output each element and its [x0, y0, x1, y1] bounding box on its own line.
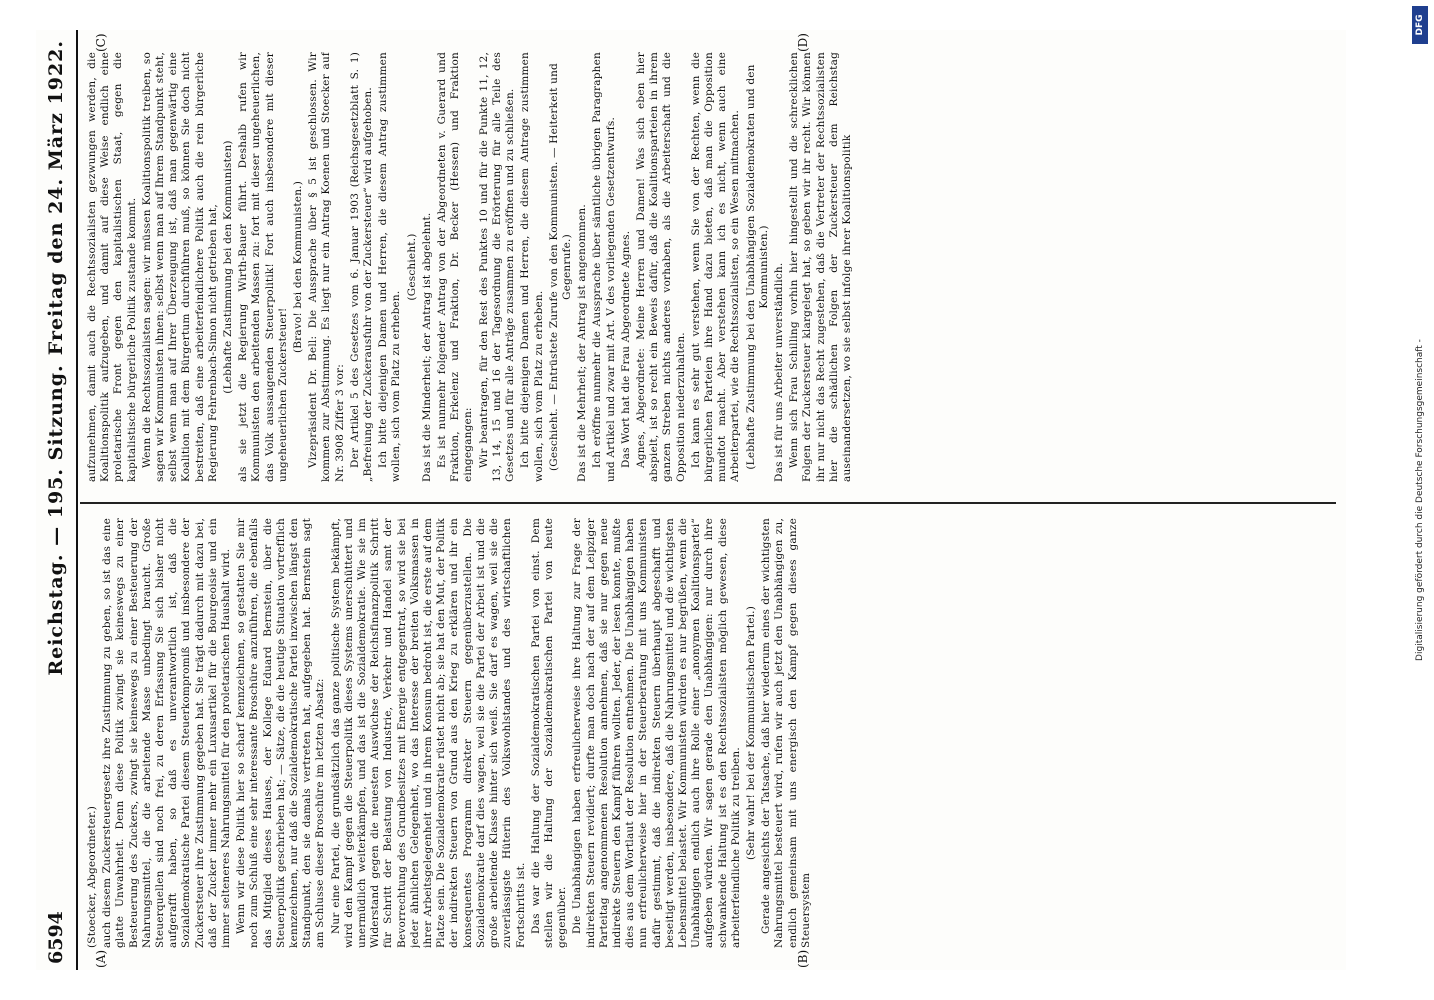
paragraph: Das ist für uns Arbeiter unverständlich.: [772, 262, 785, 482]
page-header: [36, 30, 76, 970]
paragraph: Ich eröffne nunmehr die Aussprache über sämtliche übrigen Paragraphen und Artikel und zwar mit Art. V des vorliegenden Gesetzentwurfs.: [591, 52, 617, 482]
paragraph: Die Unabhängigen haben erfreulicherweise ihre Haltung zur Frage der indirekten Steuern revidiert; durfte man doch nach der auf dem Leipziger Parteitag angenommenen Resolution annehmen, daß sie nur gegen neue indirekte Steuern den Kampf führen wollten. Jeder, der lesen konnte, mußte dies aus dem Wortlaut der Resolution entnehmen. Die Unabhängigen haben nun erfreulicherweise hier in der Steuerberatung mit uns Kommunisten dafür gestimmt, daß die indirekten Steuern überhaupt abgeschafft und beseitigt werden, insbesondere, daß die Nahrungsmittel und die wichtigsten Lebensmittel belastet. Wir Kommunisten würden es nur begrüßen, wenn die Unabhängigen endlich auch ihre Rolle einer „anonymen Koalitionspartei“ aufgeben würden. Wir sagen gerade den Unabhängigen: nur durch ihre schwankende Haltung ist es den Rechtssozialisten möglich gewesen, diese arbeiterfeindliche Politik zu treiben.: [571, 518, 742, 948]
interjection: (Geschieht. — Entrüstete Zurufe von den Kommunisten. — Heiterkeit und Gegenrufe.): [547, 63, 573, 471]
margin-mark-d: (D): [796, 33, 810, 52]
interjection: (Lebhafte Zustimmung bei den Kommunisten): [222, 140, 235, 394]
paragraph: Ich bitte diejenigen Damen und Herren, die diesem Antrage zustimmen wollen, sich vom Platz zu erheben.: [519, 52, 545, 482]
right-text-column: [86, 52, 1331, 482]
paragraph: Das ist die Mehrheit; der Antrag ist angenommen.: [576, 204, 589, 482]
session-title: Reichstag. — 195. Sitzung.: [45, 364, 67, 676]
paragraph: Wenn wir diese Politik hier so scharf kennzeichnen, so gestatten Sie mir noch zum Schluß eine sehr interessante Broschüre anzuführen, die ebenfalls das Mitglied dieses Hauses, der Kollege Eduard Bernstein, über die Steuerpolitik geschrieben hat; — Sätze, die die heutige Situation vortrefflich kennzeichnen, nur daß die Sozialdemokratische Partei inzwischen längst den Standpunkt, den sie damals vertreten hat, aufgegeben hat. Bernstein sagt am Schlusse dieser Broschüre im letzten Absatz:: [235, 518, 327, 948]
digitization-note: Digitalisierung gefördert durch die Deutsche Forschungsgemeinschaft -: [1415, 339, 1425, 661]
rotated-document-page: [36, 30, 1346, 970]
paragraph: Ich bitte diejenigen Damen und Herren, die diesem Antrag zustimmen wollen, sich vom Platz zu erheben.: [377, 52, 403, 482]
page-number: 6594: [45, 911, 67, 964]
margin-mark-c: (C): [94, 33, 108, 52]
paragraph: Das Wort hat die Frau Abgeordnete Agnes.: [619, 230, 632, 468]
interjection: (Lebhafte Zustimmung bei den Unabhängigen Sozialdemokraten und den Kommunisten.): [744, 64, 770, 470]
paragraph: aufzunehmen, damit auch die Rechtssozialisten gezwungen werden, die Koalitionspolitik aufzugeben, und damit auf diese Weise endlich eine proletarische Front gegen den kapitalistischen Staat, gegen die kapitalistische bürgerliche Politik zustande kommt.: [86, 52, 138, 482]
header-rule: [76, 30, 78, 970]
column-separator: [80, 502, 1336, 504]
paragraph: Gerade angesichts der Tatsache, daß hier wiederum eines der wichtigsten Nahrungsmittel besteuert wird, rufen wir auch jetzt den Unabhängigen zu, endlich gemeinsam mit uns energisch den Kampf gegen dieses ganze Steuersystem: [760, 518, 812, 948]
dfg-logo: [1412, 6, 1428, 44]
paragraph: als sie jetzt die Regierung Wirth-Bauer führt. Deshalb rufen wir Kommunisten den arbeitenden Massen zu: fort mit dieser ungeheuerlichen, das Volk aussaugenden Steuerpolitik! Fort auch insbesondere mit dieser ungeheuerlichen Zuckersteuer!: [237, 52, 289, 482]
interjection: (Bravo! bei den Kommunisten.): [292, 180, 305, 354]
speaker-line: (Stoecker, Abgeordneter.): [86, 805, 98, 948]
paragraph: Wenn die Rechtssozialisten sagen: wir müssen Koalitionspolitik treiben, so sagen wir Kommunisten ihnen: selbst wenn man auf Ihrem Standpunkt steht, selbst wenn man auf Ihrer Überzeugung ist, daß man gegenwärtig eine Koalition mit dem Bürgertum durchführen muß, so können Sie doch nicht bestreiten, daß eine arbeiterfeindlichere Politik auch die rein bürgerliche Regierung Fehrenbach-Simon nicht getrieben hat,: [140, 52, 219, 482]
paragraph: Agnes, Abgeordnete: Meine Herren und Damen! Was sich eben hier abspielt, ist so recht ein Beweis dafür, daß die Koalitionsparteien in ihrem ganzen Streben nichts anderes vorhaben, als die Arbeiterschaft und die Opposition niederzuhalten.: [634, 52, 687, 482]
dfg-logo-text: DFG: [1415, 14, 1425, 36]
margin-mark-b: (B): [796, 949, 810, 968]
paragraph: Wenn sich Frau Schilling vorhin hier hingestellt und die schrecklichen Folgen der Zuckersteuer klargelegt hat, so geben wir ihr recht. Wir können ihr nur nicht das Recht zugestehen, daß die Vertreter der Rechtssozialisten hier die schädlichen Folgen der Zuckersteuer dem Reichstag auseinandersetzen, wo sie selbst infolge ihrer Koalitionspolitik: [788, 52, 853, 482]
paragraph: Das war die Haltung der Sozialdemokratischen Partei von einst. Dem stellen wir die Haltung der Sozialdemokratischen Partei von heute gegenüber.: [529, 518, 569, 948]
paragraph: Es ist nunmehr folgender Antrag von der Abgeordneten v. Guerard und Fraktion, Erkelenz und Fraktion, Dr. Becker (Hessen) und Fraktion eingegangen:: [436, 52, 475, 482]
paragraph: Das ist die Minderheit; der Antrag ist abgelehnt.: [420, 212, 433, 482]
session-date: Freitag den 24. März 1922.: [45, 40, 67, 356]
paragraph: auch diesem Zuckersteuergesetz ihre Zustimmung zu geben, so ist das eine glatte Unwahrheit. Denn diese Politik zwingt sie keineswegs zu einer Besteuerung des Zuckers, zwingt sie keineswegs zu einer Besteuerung der Nahrungsmittel, die die arbeitende Masse unbedingt braucht. Große Steuerquellen sind noch frei, zu deren Erfassung Sie sich bisher nicht aufgerafft haben, so daß es unverantwortlich ist, daß die Sozialdemokratische Partei diesem Steuerkompromiß und insbesondere der Zuckersteuer ihre Zustimmung gegeben hat. Sie trägt dadurch mit dazu bei, daß der Zucker immer mehr ein Luxusartikel für die Bourgeoisie und ein immer selteneres Nahrungsmittel für den proletarischen Haushalt wird.: [101, 518, 233, 948]
quotation: Nur eine Partei, die grundsätzlich das ganze politische System bekämpft, wird den Kampf gegen die Steuerpolitik dieses Systems unerschüttert und unermüdlich weiterkämpfen, und das ist die Sozialdemokratie. Wie sie im Widerstand gegen die neuesten Auswüchse der Reichsfinanzpolitik Schritt für Schritt der Belastung von Industrie, Verkehr und Handel samt der Bevorrechtung des Grundbesitzes mit Energie entgegentrat, so wird sie bei jeder ähnlichen Gelegenheit, wo das Interesse der breiten Volksmassen in ihrer Arbeitsgelegenheit und in ihrem Konsum bedroht ist, die erste auf dem Platze sein. Die Sozialdemokratie rüstet nicht ab; sie hat den Mut, der Politik der indirekten Steuern von Grund aus den Krieg zu erklären und ihr ein konsequentes Programm direkter Steuern gegenüberzustellen. Die Sozialdemokratie darf dies wagen, weil sie die Partei der Arbeit ist und die große arbeitende Klasse hinter sich weiß. Sie darf es wagen, weil sie die zuverlässigste Hüterin des Volkswohlstandes und des wirtschaftlichen Fortschritts ist.: [329, 518, 527, 948]
quotation: Der Artikel 5 des Gesetzes vom 6. Januar 1903 (Reichsgesetzblatt S. 1) „Befreiung der Zuckerausfuhr von der Zuckersteuer“ wird aufgehoben.: [348, 52, 375, 482]
quotation: Wir beantragen, für den Rest des Punktes 10 und für die Punkte 11, 12, 13, 14, 15 und 16 der Tagesordnung die Erörterung für alle Teile des Gesetzes und für alle Anträge zusammen zu eröffnen und zu schließen.: [477, 52, 517, 482]
left-text-column: [86, 518, 1331, 948]
interjection: (Geschieht.): [405, 233, 418, 301]
paragraph: Ich kann es sehr gut verstehen, wenn Sie von der Rechten, wenn die bürgerlichen Parteien ihre Hand dazu bieten, daß man die Opposition mundtot macht. Aber verstehen kann ich es nicht, wenn auch eine Arbeiterpartei, wie die Rechtssozialisten, so ein Wesen mitmachen.: [689, 52, 742, 482]
paragraph: Vizepräsident Dr. Bell: Die Aussprache über § 5 ist geschlossen. Wir kommen zur Abstimmung. Es liegt nur ein Antrag Koenen und Stoecker auf Nr. 3908 Ziffer 3 vor:: [307, 52, 346, 482]
margin-mark-a: (A): [94, 949, 108, 968]
interjection: (Sehr wahr! bei der Kommunistischen Partei.): [744, 605, 757, 861]
